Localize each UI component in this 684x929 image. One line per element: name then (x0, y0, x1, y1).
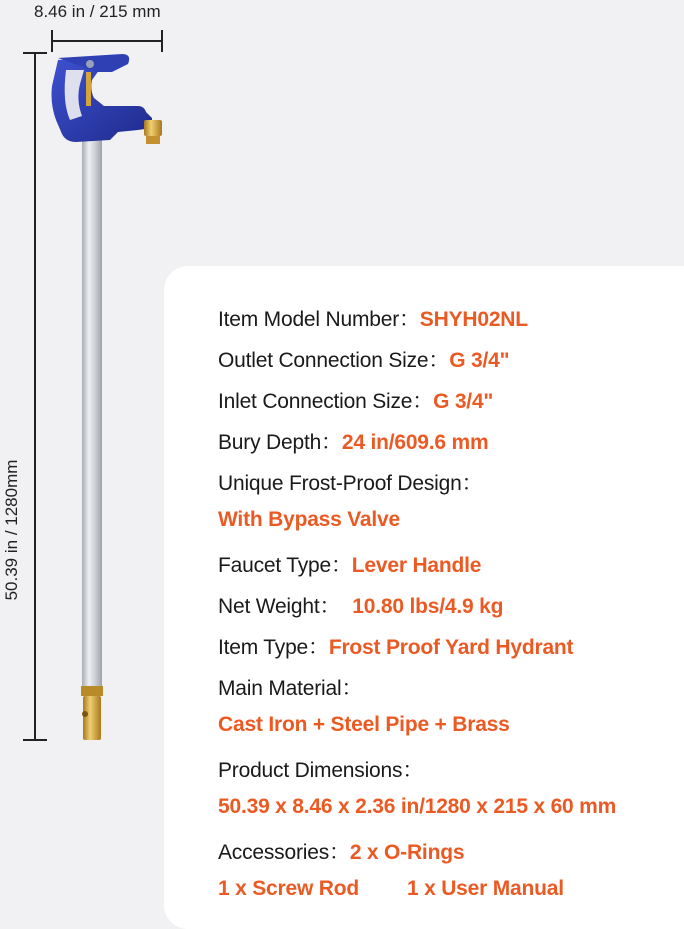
spec-accessory-1: 2 x O-Rings (349, 841, 465, 864)
height-dimension-line (34, 52, 36, 740)
spec-faucet-value: Lever Handle (351, 554, 482, 577)
spec-material-value: Cast Iron + Steel Pipe + Brass (218, 713, 510, 736)
spec-bury-depth (218, 426, 488, 456)
spec-dims-value: 50.39 x 8.46 x 2.36 in/1280 x 215 x 60 mm (218, 795, 617, 818)
spec-accessory-3: 1 x User Manual (406, 877, 564, 900)
spec-weight-label: Net Weight： (218, 595, 341, 618)
spec-dims-label: Product Dimensions： (218, 759, 424, 782)
spec-weight-value: 10.80 lbs/4.9 kg (352, 595, 504, 618)
spec-material (218, 672, 362, 702)
spec-dimensions (218, 754, 423, 784)
spec-inlet-value: G 3/4" (433, 390, 494, 413)
spec-inlet-label: Inlet Connection Size： (218, 390, 434, 413)
spec-material-label: Main Material： (218, 677, 363, 700)
width-dimension-tick-left (51, 30, 53, 52)
spec-model-label: Item Model Number： (218, 308, 420, 331)
width-dimension-label: 8.46 in / 215 mm (34, 2, 161, 21)
spec-bury-label: Bury Depth： (218, 431, 342, 454)
spec-faucet-label: Faucet Type： (218, 554, 352, 577)
spec-model-value: SHYH02NL (419, 308, 528, 331)
spec-weight (218, 590, 503, 620)
spec-accessories (218, 836, 464, 866)
spec-outlet-label: Outlet Connection Size： (218, 349, 450, 372)
spec-bury-value: 24 in/609.6 mm (341, 431, 489, 454)
height-dimension-label: 50.39 in / 1280mm (2, 459, 21, 601)
brass-outlet (144, 120, 162, 136)
spec-outlet-value: G 3/4" (449, 349, 510, 372)
width-dimension-tick-right (161, 30, 163, 52)
screw-rod (86, 72, 91, 106)
spec-design-value: With Bypass Valve (218, 508, 400, 531)
spec-model (218, 303, 528, 333)
spec-type-label: Item Type： (218, 636, 329, 659)
spec-type-value: Frost Proof Yard Hydrant (328, 636, 574, 659)
spec-design (218, 467, 482, 497)
spec-accessory-2: 1 x Screw Rod (218, 877, 359, 900)
spec-accessories-more (218, 877, 564, 901)
yard-hydrant-image (40, 50, 175, 750)
spec-item-type (218, 631, 573, 661)
brass-inlet-fitting (81, 686, 103, 696)
spec-inlet (218, 385, 493, 415)
spec-outlet (218, 344, 509, 374)
spec-faucet (218, 549, 481, 579)
spec-design-label: Unique Frost-Proof Design： (218, 472, 483, 495)
width-dimension-line (52, 40, 162, 42)
spec-accessories-label: Accessories： (218, 841, 350, 864)
steel-pipe (82, 138, 102, 690)
